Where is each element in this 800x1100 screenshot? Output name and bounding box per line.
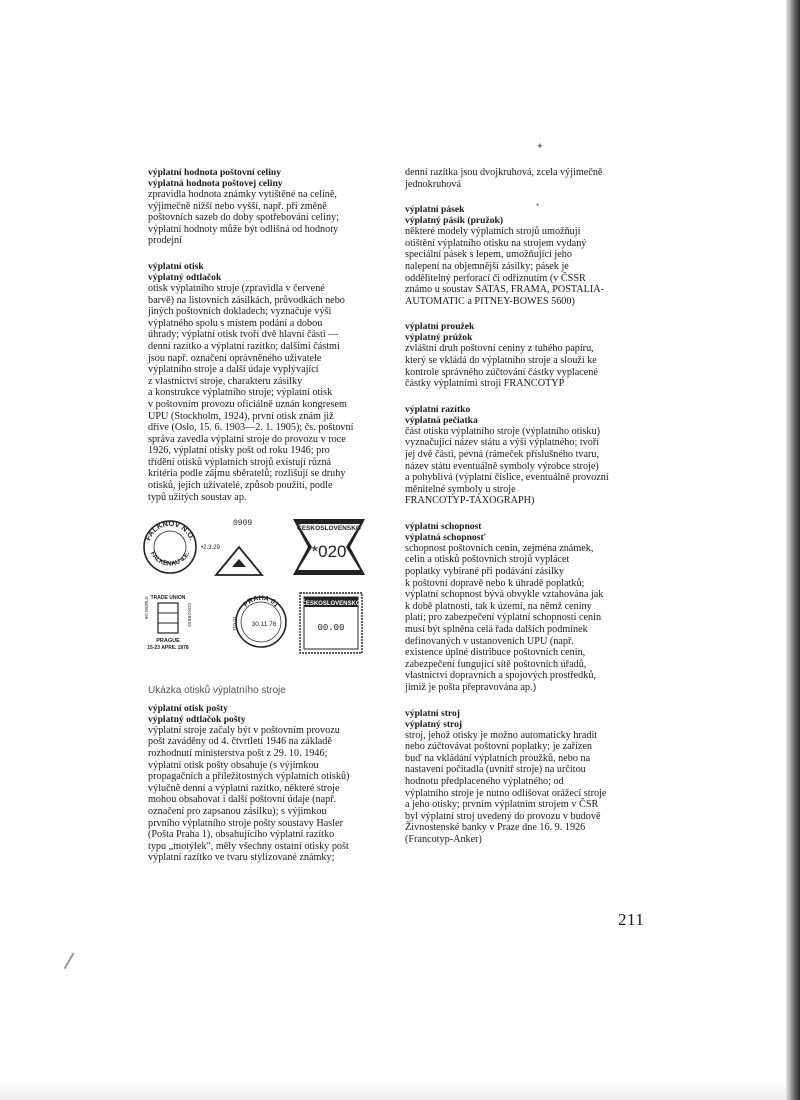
definition-line: barvě) na listovních zásilkách, průvodkách nebo xyxy=(148,294,345,306)
right-entries xyxy=(405,167,651,846)
entry-definition xyxy=(405,426,651,507)
stamp-rect-country: ČESKOSLOVENSKO xyxy=(301,601,361,608)
entry-definition xyxy=(405,543,651,694)
stamp-star-value xyxy=(293,519,365,575)
scan-scratch xyxy=(64,953,75,970)
dictionary-entry xyxy=(405,521,651,694)
definition-line: jimiž je pošta přepravována ap.) xyxy=(405,682,536,693)
definition-line: buď na vkládání výplatních proužků, nebo na xyxy=(405,752,591,764)
definition-line: byl výplatní stroj uvedený do provozu v budově xyxy=(405,810,601,822)
definition-line: hodnotu předplaceného výplatného; od xyxy=(405,775,564,787)
definition-line: výlučně denní a výplatní razítko, některé stroje xyxy=(148,782,340,794)
entry-headword-cz: výplatní pásek xyxy=(405,204,465,216)
stamp-falknov-bottom: FALKENAU a.E. xyxy=(148,550,192,568)
definition-line: prvního výplatního stroje pošty soustavy Hasler xyxy=(148,817,343,829)
stamp-rect-value-text: 00.00 xyxy=(317,623,345,634)
definition-line: musí být splněna celá řada dalších podmínek xyxy=(405,624,588,636)
definition-line: (Francotyp-Anker) xyxy=(405,833,482,845)
definition-line: otištění výplatního otisku na strojem vydaný xyxy=(405,237,587,249)
page-number: 211 xyxy=(618,910,645,929)
definition-line: výplatní otisk pošty obsahuje (s výjimkou xyxy=(148,759,319,771)
definition-line: který se vkládá do výplatního stroje a slouží ke xyxy=(405,354,597,366)
definition-line: správa zavedla výplatní stroje do provozu v roce xyxy=(148,433,346,445)
stamp-praha xyxy=(233,595,286,647)
definition-line: pošt zaváděny od 4. čtvrtletí 1946 na základě xyxy=(148,736,332,748)
dictionary-entry xyxy=(148,703,386,864)
definition-line: zabezpečení fungující sítě poštovních úřadů, xyxy=(405,658,587,670)
scan-speck: • xyxy=(536,200,540,210)
definition-line: otisk výplatního stroje (zpravidla v červené xyxy=(148,282,325,294)
scan-edge-right xyxy=(786,0,800,1100)
definition-line: částky výplatními stroji FRANCOTYP xyxy=(405,378,565,390)
stamp-star-country: ČESKOSLOVENSKO xyxy=(297,525,361,533)
entry-headword-cz: výplatní schopnost xyxy=(405,520,482,532)
left-column xyxy=(143,167,386,878)
dictionary-entry xyxy=(405,708,651,846)
definition-line: výplatního stroje a další údaje vyplývající xyxy=(148,364,319,376)
definition-line: otisků, jejich uživatelé, způsob použití, podle xyxy=(148,480,333,492)
entry-definition xyxy=(405,730,651,846)
stamp-union-left: 9th WORLD xyxy=(144,596,149,620)
entry-headword-sk: výplatný stroj xyxy=(405,718,463,730)
left-entries-top xyxy=(148,167,386,503)
definition-line: nastavení počitadla (uvnitř stroje) na určitou xyxy=(405,764,586,776)
definition-line: vyznačující název státu a výši výplatného; tvoří xyxy=(405,437,600,449)
entry-headword-sk: výplatný pásik (pružok) xyxy=(405,215,504,227)
definition-line: kritéria podle zájmu sběratelů; rozlišují se druhy xyxy=(148,468,346,480)
definition-line: výplatní hodnoty může být odlišná od hodnoty xyxy=(148,223,339,235)
meter-stamps-figure xyxy=(138,517,378,677)
stamp-trade-union xyxy=(144,595,192,651)
definition-line: oddělitelný perforací či odříznutím (v ČSSR xyxy=(405,272,586,284)
entry-definition xyxy=(148,283,386,503)
svg-text:FALKENAU a.E. xyxy=(149,551,191,568)
stamp-falknov xyxy=(143,519,220,573)
entry-headword-cz: výplatní otisk xyxy=(148,260,204,272)
scan-speck: ✦ xyxy=(536,141,544,151)
definition-line: nalepení na objemnější zásilky; pásek je xyxy=(405,260,569,272)
stamp-triangle xyxy=(216,519,262,575)
entry-definition xyxy=(148,725,386,864)
stamp-praha-date: 30.11.76 xyxy=(251,621,277,629)
definition-line: označení pro zapsanou zásilku); s výjimkou xyxy=(148,806,327,817)
entry-definition xyxy=(405,226,651,307)
definition-line: nebo zúčtovávat poštovní poplatky; je zařízen xyxy=(405,741,592,753)
definition-line: schopnost poštovních cenin, zejména známek, xyxy=(405,542,594,554)
definition-line: zpravidla hodnota známky vytištěné na celině, xyxy=(148,189,337,200)
svg-text:PRAHA 01 xyxy=(242,595,279,609)
dictionary-entry xyxy=(405,321,651,389)
dictionary-entry xyxy=(405,404,651,507)
definition-line: úhrady; výplatní otisk tvoří dvě hlavní části — xyxy=(148,329,339,341)
definition-line: prodejní xyxy=(148,235,182,247)
definition-line: vlastnictví dopravních a spojových prostředků, xyxy=(405,670,596,682)
dictionary-entry xyxy=(405,204,651,307)
definition-line: z vlastnictví stroje, charakteru zásilky xyxy=(148,375,303,387)
definition-line: výplatní schopnost bývá obvykle vztahována jak xyxy=(405,589,604,601)
definition-line: Živnostenské banky v Praze dne 16. 9. 1926 xyxy=(405,822,586,834)
definition-line: výplatního stroje je nutno odlišovat orážecí stroje xyxy=(405,787,607,799)
definition-line: poplatky vybírané při podávání zásilky xyxy=(405,566,564,578)
definition-line: výplatného spolu s místem podání a dobou xyxy=(148,317,323,329)
definition-line: a jeho otisky; prvním výplatním strojem v ČSR xyxy=(405,799,599,811)
definition-line: mohou obsahovat i další poštovní údaje (např. xyxy=(148,794,337,806)
definition-line: známo u soustav SATAS, FRAMA, POSTALIA- xyxy=(405,284,605,296)
definition-line: výplatní razítko ve tvaru stylizované známky; xyxy=(148,852,335,864)
definition-line: jsou např. označení oprávněného uživatele xyxy=(148,352,322,364)
definition-line: zvláštní druh poštovní ceniny z tuhého papíru, xyxy=(405,343,594,355)
definition-line: AUTOMATIC a PITNEY-BOWES 5600) xyxy=(405,295,575,307)
entry-definition xyxy=(148,189,386,247)
definition-line: název státu eventuálně symboly výrobce stroje) xyxy=(405,460,599,472)
definition-line: propagačních a příležitostných výplatních otisků) xyxy=(148,771,350,783)
dictionary-entry xyxy=(148,261,386,503)
definition-line: jednokruhová xyxy=(405,178,462,190)
stamp-star-value-text: *020 xyxy=(311,542,347,562)
definition-line: denní razítko a výplatní razítko; dalšími částmi xyxy=(148,340,340,352)
entry-headword-sk: výplatný odtlačok xyxy=(148,271,222,283)
definition-line: rozhodnutí ministerstva pošt z 29. 10. 1946; xyxy=(148,748,328,760)
stamp-union-date: 15-23 APRIL 1978 xyxy=(147,645,189,652)
dictionary-entry xyxy=(148,167,386,247)
definition-line: definovaných v ustanoveních UPU (např. xyxy=(405,635,574,647)
dictionary-entry xyxy=(405,167,651,190)
definition-line: dříve (Oslo, 15. 6. 1903—2. 1. 1905); čs. poštovní xyxy=(148,422,354,434)
stamp-triangle-number: 0909 xyxy=(233,519,253,529)
entry-headword-cz: výplatní stroj xyxy=(405,707,460,719)
meter-stamps-illustration xyxy=(138,517,378,677)
definition-line: FRANCOTYP-TAXOGRAPH) xyxy=(405,495,535,507)
stamp-praha-city: PRAHA 01 xyxy=(242,595,280,609)
entry-definition xyxy=(405,167,651,190)
definition-line: jej dvě části, pevná (rámeček příslušného tvaru, xyxy=(405,448,600,460)
definition-line: k poštovní dopravě nebo k úhradě poplatků; xyxy=(405,577,585,589)
definition-line: typů užitých soustav ap. xyxy=(148,491,247,503)
definition-line: 1926, výplatní otisky pošt od roku 1946; pro xyxy=(148,445,330,457)
definition-line: měnitelné symboly u stroje xyxy=(405,483,516,495)
definition-line: (Pošta Praha 1), obsahujícího výplatní razítko xyxy=(148,829,335,841)
definition-line: výplatní stroje začaly být v poštovním provozu xyxy=(148,724,340,736)
entry-headword-cz: výplatní hodnota poštovní celiny xyxy=(148,167,282,178)
definition-line: UPU (Stockholm, 1924), první otisk znám již xyxy=(148,410,334,422)
definition-line: a konstrukce výplatního stroje; výplatní otisk xyxy=(148,387,333,399)
definition-line: některé modely výplatních strojů umožňují xyxy=(405,226,581,238)
entry-definition xyxy=(405,343,651,389)
scan-edge-bottom xyxy=(0,1080,786,1100)
entry-headword-cz: výplatní razítko xyxy=(405,403,471,415)
definition-line: stroj, jehož otisky je možno automaticky hradit xyxy=(405,729,598,741)
definition-line: jiných poštovních dokladech; vyznačuje výši xyxy=(148,306,332,318)
entry-headword-sk: výplatná schopnosť xyxy=(405,531,486,543)
definition-line: k době platnosti, tak k území, na němž ceniny xyxy=(405,600,592,612)
stamp-praha-code: 110 01 xyxy=(233,616,239,632)
definition-line: platí; pro zabezpečení výplatní schopnosti cenin xyxy=(405,612,602,624)
right-column xyxy=(405,167,651,860)
definition-line: speciální pásek s lepem, umožňující jeho xyxy=(405,249,572,261)
definition-line: část otisku výplatního stroje (výplatního otisku) xyxy=(405,425,600,437)
definition-line: třídění otisků výplatních strojů existují různá xyxy=(148,456,332,468)
stamp-union-city: PRAGUE xyxy=(156,638,180,645)
definition-line: existence úplné distribuce poštovních cenin, xyxy=(405,647,586,659)
definition-line: poštovních sazeb do doby spotřebování celiny; xyxy=(148,212,339,224)
stamp-rect-value xyxy=(300,593,362,653)
stamp-falknov-date: •2.3.29 xyxy=(201,545,220,552)
stamp-union-right: CONGRESS xyxy=(187,603,192,628)
definition-line: výjimečně nižší nebo vyšší, např. při změně xyxy=(148,200,327,212)
definition-line: v poštovním provozu oficiálně uznán kongresem xyxy=(148,398,347,410)
definition-line: a pohyblivá (výplatní číslice, eventuálně provozní xyxy=(405,472,609,484)
entry-headword-sk: výplatný prúžok xyxy=(405,332,473,344)
left-entries-bottom xyxy=(148,703,386,864)
entry-headword-sk: výplatný odtlačok pošty xyxy=(148,713,246,725)
stamp-union-top: TRADE UNION xyxy=(150,595,186,602)
entry-headword-sk: výplatná hodnota poštovej celiny xyxy=(148,178,283,189)
entry-headword-sk: výplatná pečiatka xyxy=(405,414,478,426)
definition-line: kontrole správného zúčtování částky vyplacené xyxy=(405,366,598,378)
svg-text:FALKNOV N.O. xyxy=(143,519,196,542)
definition-line: typu „motýlek", měly všechny ostatní otisky pošt xyxy=(148,840,349,852)
definition-line: celin a otisků poštovních strojů vyplácet xyxy=(405,554,570,566)
entry-headword-cz: výplatní proužek xyxy=(405,321,475,333)
stamp-falknov-top: FALKNOV N.O. xyxy=(143,519,197,542)
figure-caption: Ukázka otisků výplatního stroje xyxy=(148,685,286,697)
definition-line: denní razítka jsou dvojkruhová, zcela výjimečně xyxy=(405,167,603,178)
entry-headword-cz: výplatní otisk pošty xyxy=(148,702,228,714)
